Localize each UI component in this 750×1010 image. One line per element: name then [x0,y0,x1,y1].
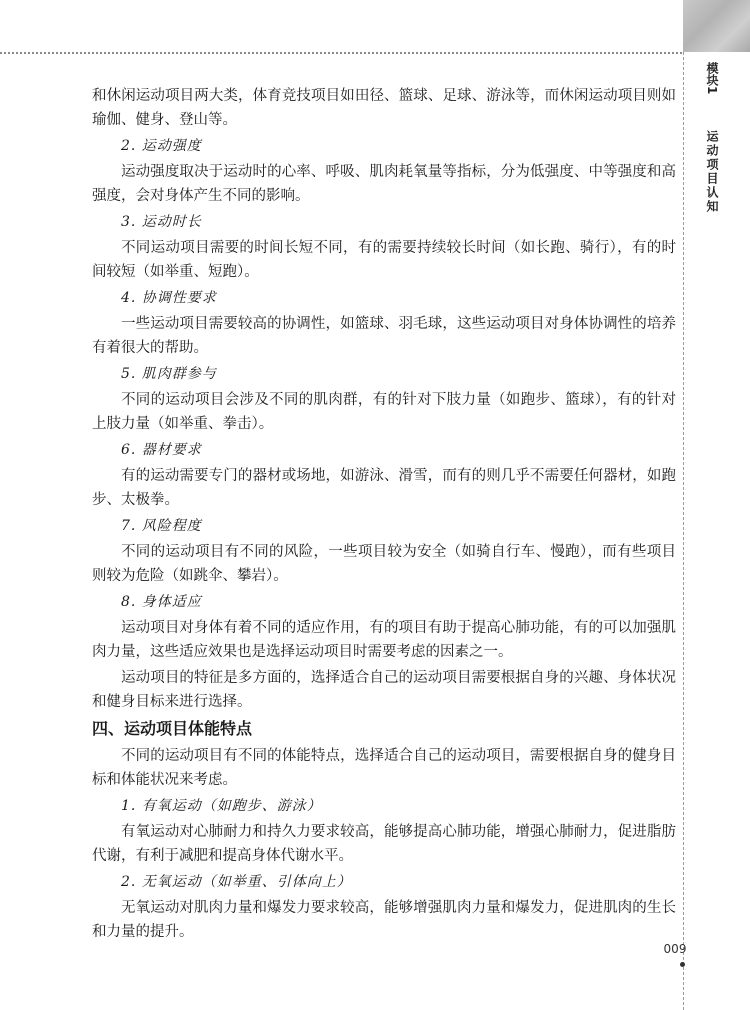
subheading: 2. 运动强度 [121,138,202,154]
side-tab-texture [683,0,750,52]
subheading: 5. 肌肉群参与 [121,366,217,382]
paragraph: 不同的运动项目有不同的风险，一些项目较为安全（如骑自行车、慢跑），而有些项目则较为危险（如跳伞、攀岩）。 [92,544,676,584]
subheading: 8. 身体适应 [121,594,202,610]
paragraph: 不同的运动项目有不同的体能特点，选择适合自己的运动项目，需要根据自身的健身目标和体能状况来考虑。 [92,748,676,788]
subheading: 7. 风险程度 [121,518,202,534]
paragraph: 不同的运动项目会涉及不同的肌肉群，有的针对下肢力量（如跑步、篮球），有的针对上肢力量（如举重、拳击）。 [92,392,676,432]
paragraph: 运动项目的特征是多方面的，选择适合自己的运动项目需要根据自身的兴趣、身体状况和健身目标来进行选择。 [92,670,676,710]
side-tab [683,0,750,1010]
module-topic: 运动项目认知 [705,130,719,214]
subheading: 3. 运动时长 [121,214,202,230]
paragraph: 无氧运动对肌肉力量和爆发力要求较高，能够增强肌肉力量和爆发力，促进肌肉的生长和力量的提升。 [92,900,676,940]
page-number-dot [680,962,685,967]
module-label: 模块1 [705,62,719,95]
paragraph: 运动项目对身体有着不同的适应作用，有的项目有助于提高心肺功能，有的可以加强肌肉力量，这些适应效果也是选择运动项目时需要考虑的因素之一。 [92,620,676,660]
paragraph: 一些运动项目需要较高的协调性，如篮球、羽毛球，这些运动项目对身体协调性的培养有着很大的帮助。 [92,316,676,356]
section-heading: 四、运动项目体能特点 [92,719,253,738]
paragraph: 有氧运动对心肺耐力和持久力要求较高，能够提高心肺功能，增强心肺耐力，促进脂肪代谢，有利于减肥和提高身体代谢水平。 [92,824,676,864]
subheading: 6. 器材要求 [121,442,202,458]
subheading: 1. 有氧运动（如跑步、游泳） [121,798,322,814]
paragraph: 运动强度取决于运动时的心率、呼吸、肌肉耗氧量等指标，分为低强度、中等强度和高强度，会对身体产生不同的影响。 [92,164,676,204]
header-dotted-rule [0,52,682,54]
paragraph: 不同运动项目需要的时间长短不同，有的需要持续较长时间（如长跑、骑行），有的时间较短（如举重、短跑）。 [92,240,676,280]
page-body [92,84,676,946]
page-number: 009 [663,942,687,956]
side-tab-dashed-rule [683,52,684,1010]
subheading: 4. 协调性要求 [121,290,217,306]
subheading: 2. 无氧运动（如举重、引体向上） [121,874,352,890]
paragraph: 有的运动需要专门的器材或场地，如游泳、滑雪，而有的则几乎不需要任何器材，如跑步、太极拳。 [92,468,676,508]
paragraph: 和休闲运动项目两大类，体育竞技项目如田径、篮球、足球、游泳等，而休闲运动项目则如瑜伽、健身、登山等。 [92,88,676,128]
